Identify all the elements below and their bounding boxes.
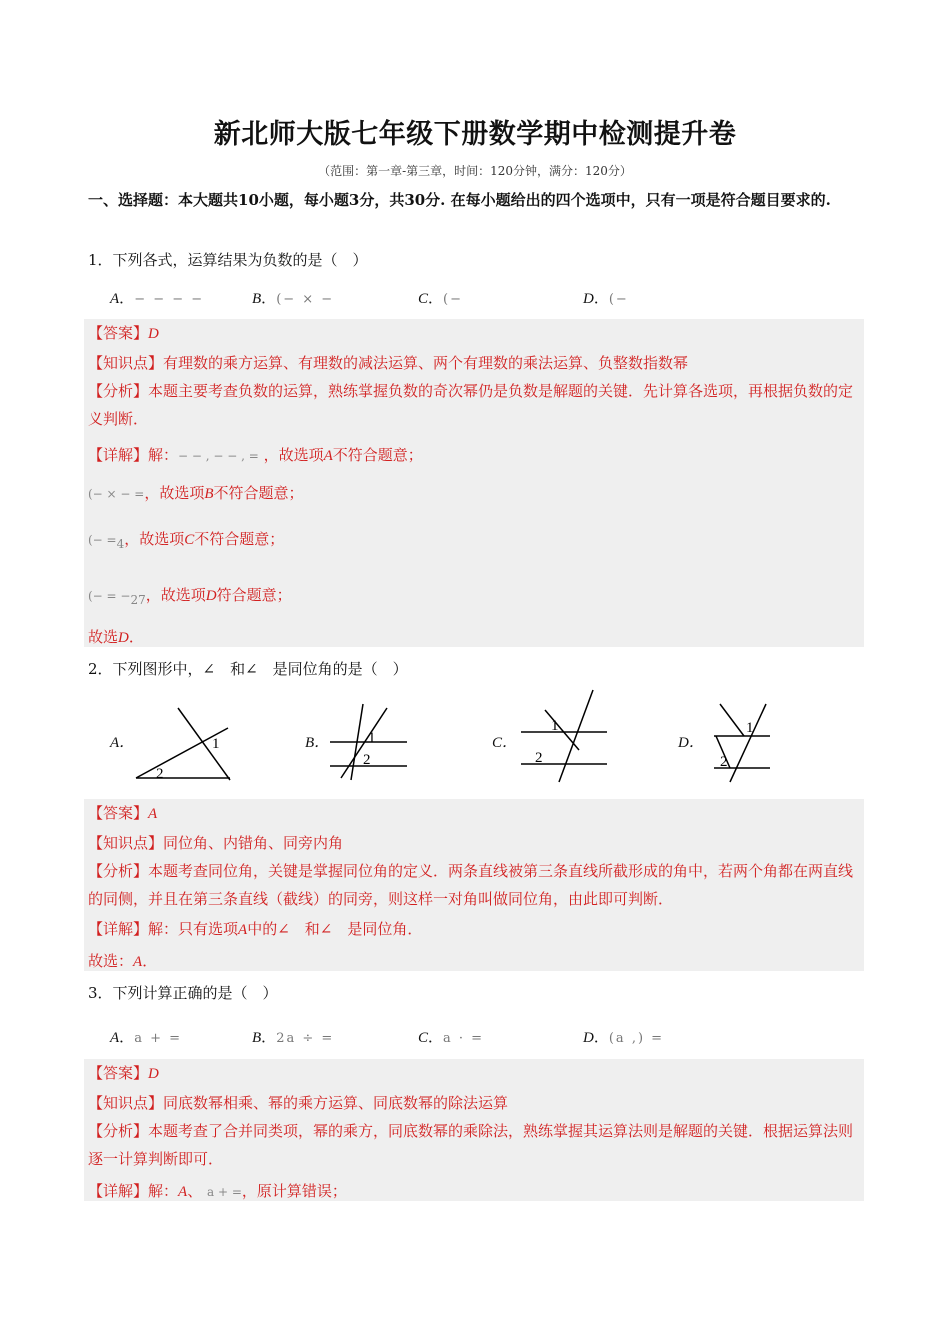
q2-figure-d bbox=[700, 700, 780, 784]
q1-option-c: C．(− bbox=[418, 289, 463, 307]
q3-option-c: C．a · = bbox=[418, 1028, 485, 1046]
q2-figure-label-b: B． bbox=[305, 735, 330, 751]
q2-figure-a bbox=[130, 700, 240, 784]
q3-knowledge: 【知识点】同底数幂相乘、幂的乘方运算、同底数幂的除法运算 bbox=[88, 1094, 509, 1112]
page-title: 新北师大版七年级下册数学期中检测提升卷 bbox=[213, 119, 737, 150]
q1-knowledge: 【知识点】有理数的乘方运算、有理数的减法运算、两个有理数的乘法运算、负整数指数幂 bbox=[88, 354, 689, 372]
angle-2-label: 2 bbox=[720, 754, 728, 770]
q3-option-b: B．2a ÷ = bbox=[252, 1028, 335, 1046]
q2-analysis: 【分析】本题考查同位角，关键是掌握同位角的定义．两条直线被第三条直线所截形成的角中，若两个角都在两直线的同侧，并且在第三条直线（截线）的同旁，则这样一对角叫做同位角，由此即可判断． bbox=[88, 862, 854, 908]
q3-option-d: D．(a ,) = bbox=[583, 1028, 665, 1046]
q3-solution-box bbox=[84, 1059, 864, 1201]
angle-2-label: 2 bbox=[535, 750, 543, 766]
q3-answer: 【答案】D bbox=[88, 1064, 159, 1082]
q1-option-a: A．− − − − bbox=[110, 289, 205, 307]
q3-detail: 【详解】解：A、 a + =，原计算错误； bbox=[88, 1182, 347, 1200]
q2-figure-label-a: A． bbox=[110, 735, 135, 751]
q2-answer: 【答案】A bbox=[88, 804, 158, 822]
angle-2-label: 2 bbox=[156, 766, 164, 782]
q1-detail-2: (− × − =，故选项B不符合题意； bbox=[88, 484, 304, 502]
q2-figure-label-d: D． bbox=[678, 735, 704, 751]
angle-1-label: 1 bbox=[551, 718, 559, 734]
section-heading: 一、选择题：本大题共10小题，每小题3分，共30分. 在每小题给出的四个选项中，只有一项是符合题目要求的. bbox=[88, 191, 831, 209]
angle-1-label: 1 bbox=[746, 720, 754, 736]
q1-option-d: D．(− bbox=[583, 289, 629, 307]
q1-answer: 【答案】D bbox=[88, 324, 159, 342]
q2-conclusion: 故选：A． bbox=[88, 952, 158, 970]
q3-option-a: A．a + = bbox=[110, 1028, 182, 1046]
q2-detail: 【详解】解：只有选项A中的∠ 和∠ 是同位角． bbox=[88, 920, 423, 938]
q2-figure-c bbox=[515, 688, 615, 784]
q1-detail-4: (− = $-_{27}$，故选项D符合题意； bbox=[88, 586, 292, 607]
angle-1-label: 1 bbox=[212, 736, 220, 752]
q3-analysis: 【分析】本题考查了合并同类项，幂的乘方，同底数幂的乘除法，熟练掌握其运算法则是解题的关键．根据运算法则逐一计算判断即可． bbox=[88, 1122, 854, 1168]
q2-solution-box bbox=[84, 799, 864, 971]
q2-stem: 2．下列图形中，∠ 和∠ 是同位角的是（ ） bbox=[88, 660, 408, 678]
q1-detail-3: (− $=_4$，故选项C不符合题意； bbox=[88, 530, 285, 551]
q3-stem: 3．下列计算正确的是（ ） bbox=[88, 984, 278, 1002]
q2-figure-label-c: C． bbox=[492, 735, 518, 751]
q2-knowledge: 【知识点】同位角、内错角、同旁内角 bbox=[88, 834, 344, 852]
q1-option-b: B．(− × − bbox=[252, 289, 335, 307]
angle-1-label: 1 bbox=[368, 730, 376, 746]
q1-conclusion: 故选D． bbox=[88, 628, 144, 646]
q1-solution-box bbox=[84, 319, 864, 647]
angle-2-label: 2 bbox=[363, 752, 371, 768]
q1-analysis: 【分析】本题主要考查负数的运算，熟练掌握负数的奇次幂仍是负数是解题的关键．先计算各选项，再根据负数的定义判断． bbox=[88, 382, 854, 428]
q1-detail-1: 【详解】解：− − , − − , = ，故选项A不符合题意； bbox=[88, 446, 423, 464]
exam-scope: （范围：第一章-第三章，时间：120分钟，满分：120分） bbox=[318, 164, 632, 178]
q1-stem: 1．下列各式，运算结果为负数的是（ ） bbox=[88, 251, 368, 269]
q2-figure-b bbox=[325, 700, 415, 784]
